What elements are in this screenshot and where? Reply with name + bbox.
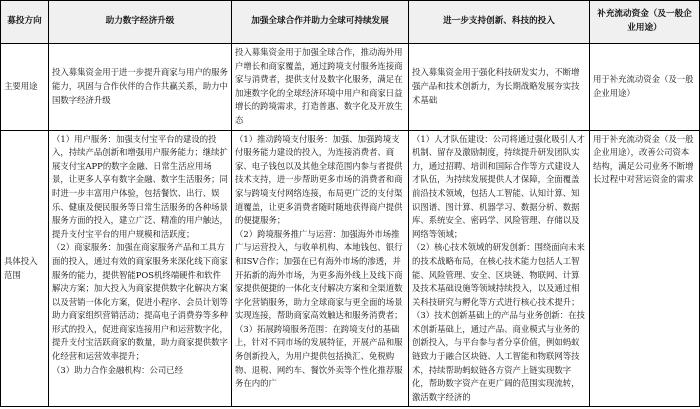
main-use-working-capital: 用于补充流动资金（及一般企业用途） [590, 44, 700, 131]
scope-digital-item-1: （1）用户服务：加强支付宝平台的建设的投入，持续产品创新和增强用户服务能力；继续扩展支付宝APP的数字金融、日常生活应用场景，让更多人享有数字金融、数字生活服务；同时进一步丰富用户体验，包括餐饮、出行、娱乐、健康及便民服务等日常生活服务的各种场景服务方面的投入，建立广泛、精准的用户触达，提升支付宝平台的用户规模和活跃度； [52, 133, 228, 239]
scope-global-item-2: （2）跨境服务推广与运营：加强海外市场推广与运营投入，与收单机构、本地钱包、银行和ISV合作；加强在已有海外市场的渗透，并开拓新的海外市场，为更多海外线上及线下商家提供便捷的一体化支付解决方案和全渠道数字化营销服务，助力全球商家与更全面的场景实现连接，帮助商家高效触达和服务消费者； [235, 228, 403, 321]
header-direction: 募投方向 [1, 1, 49, 44]
scope-digital-item-3: （3）助力合作金融机构：公司已经 [52, 364, 183, 375]
row-label-scope: 具体投入范围 [1, 130, 49, 407]
scope-tech-item-2: （2）核心技术领域的研发创新：围绕面向未来的技术战略布局，在核心技术能力包括人工智能、风险管理、安全、区块链、物联网、计算及技术基础设施等领域持续投入，以及通过相关科技研究与孵化等方式进行核心技术提升； [412, 242, 585, 307]
header-digital-economy: 助力数字经济升级 [49, 1, 232, 44]
table-header-row [1, 1, 700, 44]
table-row-scope [1, 130, 700, 407]
scope-tech-item-3: （3）技术创新基础上的产品与业务创新：在技术创新基础上，通过产品、商业模式与业务的创新投入，与平台参与者分享价值，例如蚂蚁链致力于融合区块链、人工智能和物联网等技术，持续帮助蚂蚁链各方资产上链实现数字化，帮助数字资产在更广阔的范围实现流转，激活数字经济的 [412, 310, 585, 402]
header-working-capital: 补充流动资金（及一般企业用途） [590, 1, 700, 44]
main-use-digital-economy: 投入募集资金用于进一步提升商家与用户的服务能力，巩固与合作伙伴的合作共赢关系，助力中国数字经济升级 [49, 44, 232, 131]
header-innovation-tech: 进一步支持创新、科技的投入 [409, 1, 590, 44]
scope-innovation-tech [409, 130, 590, 407]
scope-digital-economy [49, 130, 232, 407]
scope-tech-item-1: （1）人才队伍建设：公司将通过强化吸引人才机制、留存及激励制度，持续提升研发团队实力，通过招聘、培训和国际合作等方式建设人才队伍，为持续发展提供人才保障，全面覆盖前沿技术领域，包括人工智能、认知计算、知识图谱、图计算、机器学习、数据分析、数据库、系统安全、密码学、风险管理、存储以及网络等领域； [412, 133, 585, 239]
scope-digital-item-2: （2）商家服务：加强在商家服务产品和工具方面的投入，通过有效的商家服务来深化线下商家服务的能力，提供智能POS机终端硬件和软件解决方案；加大投入为商家提供数字化解决方案以及营销一体化方案，促进小程序、会员计划等助力商家组织营销活动；提高电子消费券等多种形式的投入，促进商家连接用户和运营数字化，提升支付宝活跃商家的数量，助力商家提供数字化经营和运营效率提升； [52, 242, 228, 362]
table-row-main-use [1, 44, 700, 131]
scope-global-cooperation [232, 130, 409, 407]
main-use-innovation-tech: 投入募集资金用于强化科技研发实力，不断增强产品和技术创新力，为长期战略发展夯实技术基础 [409, 44, 590, 131]
header-global-cooperation: 加强全球合作并助力全球可持续发展 [232, 1, 409, 44]
scope-working-capital: 用于补充流动资金（及一般企业用途），改善公司资本结构，满足公司业务不断增长过程中对营运资金的需求 [590, 130, 700, 407]
main-use-global-cooperation: 投入募集资金用于加强全球合作，推动海外用户增长和商家覆盖，通过跨境支付服务连接商家与消费者，提供支付及数字化服务，满足在加速数字化的全球经济环境中用户和商家日益增长的跨境需求，打造普惠、数字化及开放生态 [232, 44, 409, 131]
scope-global-item-3: （3）拓展跨境服务范围：在跨境支付的基础上，针对不同市场的发展特征，开展产品和服务创新投入，为用户提供包括换汇、免税购物、退税、网约车、餐饮外卖等个性化推荐服务在内的广 [235, 323, 403, 389]
row-label-main-use: 主要用途 [1, 44, 49, 131]
scope-global-item-1: （1）推动跨境支付服务：加强、加强跨境支付服务能力建设的投入，为连接消费者、商家、电子钱包以及其他全球范围内参与者提供技术支持，进一步帮助更多市场的消费者和商家与跨境支付网络连接，布局更广泛的支付渠道覆盖，让更多消费者随时随地获得商户提供的便捷服务； [235, 133, 403, 226]
